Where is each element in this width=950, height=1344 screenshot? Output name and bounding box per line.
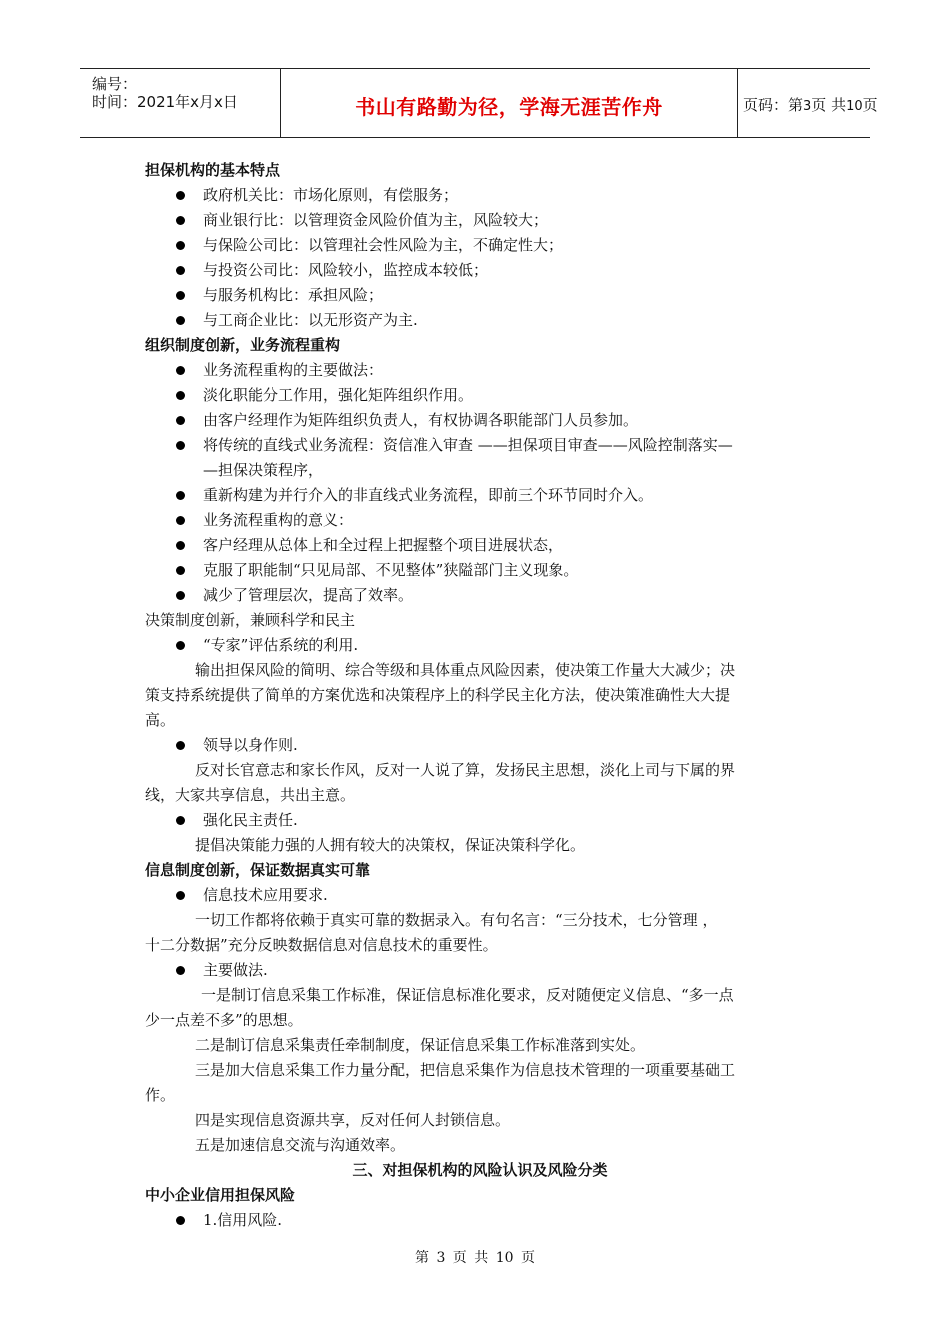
paragraph-line: 三是加大信息采集工作力量分配，把信息采集作为信息技术管理的一项重要基础工 — [195, 1061, 736, 1079]
heading-organization-innovation: 组织制度创新，业务流程重构 — [145, 336, 341, 354]
paragraph-line: 提倡决策能力强的人拥有较大的决策权，保证决策科学化。 — [195, 836, 586, 854]
paragraph-line: 一切工作都将依赖于真实可靠的数据录入。有句名言：“三分技术，七分管理 ， — [195, 911, 718, 929]
list-item: 商业银行比：以管理资金风险价值为主，风险较大； — [145, 210, 548, 230]
header-motto-cell — [280, 69, 738, 137]
list-item: 与工商企业比：以无形资产为主. — [145, 310, 418, 330]
document-number-label: 编号： — [92, 75, 138, 93]
header-meta-cell — [80, 69, 280, 137]
list-item: 强化民主责任. — [145, 810, 298, 830]
paragraph-line: 少一点差不多”的思想。 — [145, 1011, 303, 1029]
paragraph-line: 二是制订信息采集责任牵制制度，保证信息采集工作标准落到实处。 — [195, 1036, 646, 1054]
list-item: 主要做法. — [145, 960, 268, 980]
list-item: 与投资公司比：风险较小，监控成本较低； — [145, 260, 488, 280]
list-item: 减少了管理层次，提高了效率。 — [145, 585, 413, 605]
list-item: 淡化职能分工作用，强化矩阵组织作用。 — [145, 385, 473, 405]
heading-guarantee-features: 担保机构的基本特点 — [145, 161, 281, 179]
list-item: “专家”评估系统的利用. — [145, 635, 358, 655]
list-item: 由客户经理作为矩阵组织负责人，有权协调各职能部门人员参加。 — [145, 410, 638, 430]
list-item: 与服务机构比：承担风险； — [145, 285, 383, 305]
paragraph-line: 四是实现信息资源共享，反对任何人封锁信息。 — [195, 1111, 511, 1129]
paragraph-line: 五是加速信息交流与沟通效率。 — [195, 1136, 406, 1154]
list-item-continuation: —担保决策程序， — [203, 461, 324, 479]
list-item: 业务流程重构的主要做法： — [145, 360, 383, 380]
document-date-label: 时间：2021年x月x日 — [92, 93, 238, 111]
heading-sme-credit-risk: 中小企业信用担保风险 — [145, 1186, 296, 1204]
section-title: 三、对担保机构的风险认识及风险分类 — [352, 1161, 608, 1179]
paragraph-line: 一是制订信息采集工作标准，保证信息标准化要求，反对随便定义信息、“多一点 — [201, 986, 734, 1004]
header-page-indicator: 页码：第3页 共10页 — [743, 96, 878, 114]
paragraph-line: 十二分数据”充分反映数据信息对信息技术的重要性。 — [145, 936, 498, 954]
page-footer: 第 3 页 共 10 页 — [415, 1250, 535, 1266]
list-item: 政府机关比：市场化原则，有偿服务； — [145, 185, 458, 205]
header-page-cell — [737, 69, 878, 137]
page-header — [80, 68, 878, 138]
heading-information-innovation: 信息制度创新，保证数据真实可靠 — [145, 861, 371, 879]
list-item: 将传统的直线式业务流程：资信准入审查 ——担保项目审查——风险控制落实— — [145, 435, 733, 455]
list-item: 与保险公司比：以管理社会性风险为主，不确定性大； — [145, 235, 563, 255]
list-item: 信息技术应用要求. — [145, 885, 328, 905]
paragraph-line: 线，大家共享信息，共出主意。 — [145, 786, 356, 804]
list-item: 1.信用风险. — [145, 1210, 282, 1230]
paragraph-line: 反对长官意志和家长作风，反对一人说了算，发扬民主思想，淡化上司与下属的界 — [195, 761, 736, 779]
header-motto: 书山有路勤为径，学海无涯苦作舟 — [355, 95, 663, 119]
paragraph-line: 输出担保风险的简明、综合等级和具体重点风险因素，使决策工作量大大减少；决 — [195, 661, 736, 679]
list-item: 业务流程重构的意义： — [145, 510, 353, 530]
paragraph-line: 策支持系统提供了简单的方案优选和决策程序上的科学民主化方法，使决策准确性大大提 — [145, 686, 731, 704]
paragraph-line: 作。 — [145, 1086, 176, 1104]
list-item: 重新构建为并行介入的非直线式业务流程，即前三个环节同时介入。 — [145, 485, 653, 505]
paragraph-line: 高。 — [145, 711, 176, 729]
list-item: 客户经理从总体上和全过程上把握整个项目进展状态， — [145, 535, 563, 555]
heading-decision-innovation: 决策制度创新，兼顾科学和民主 — [145, 611, 356, 629]
list-item: 克服了职能制“只见局部、不见整体”狭隘部门主义现象。 — [145, 560, 578, 580]
list-item: 领导以身作则. — [145, 735, 298, 755]
